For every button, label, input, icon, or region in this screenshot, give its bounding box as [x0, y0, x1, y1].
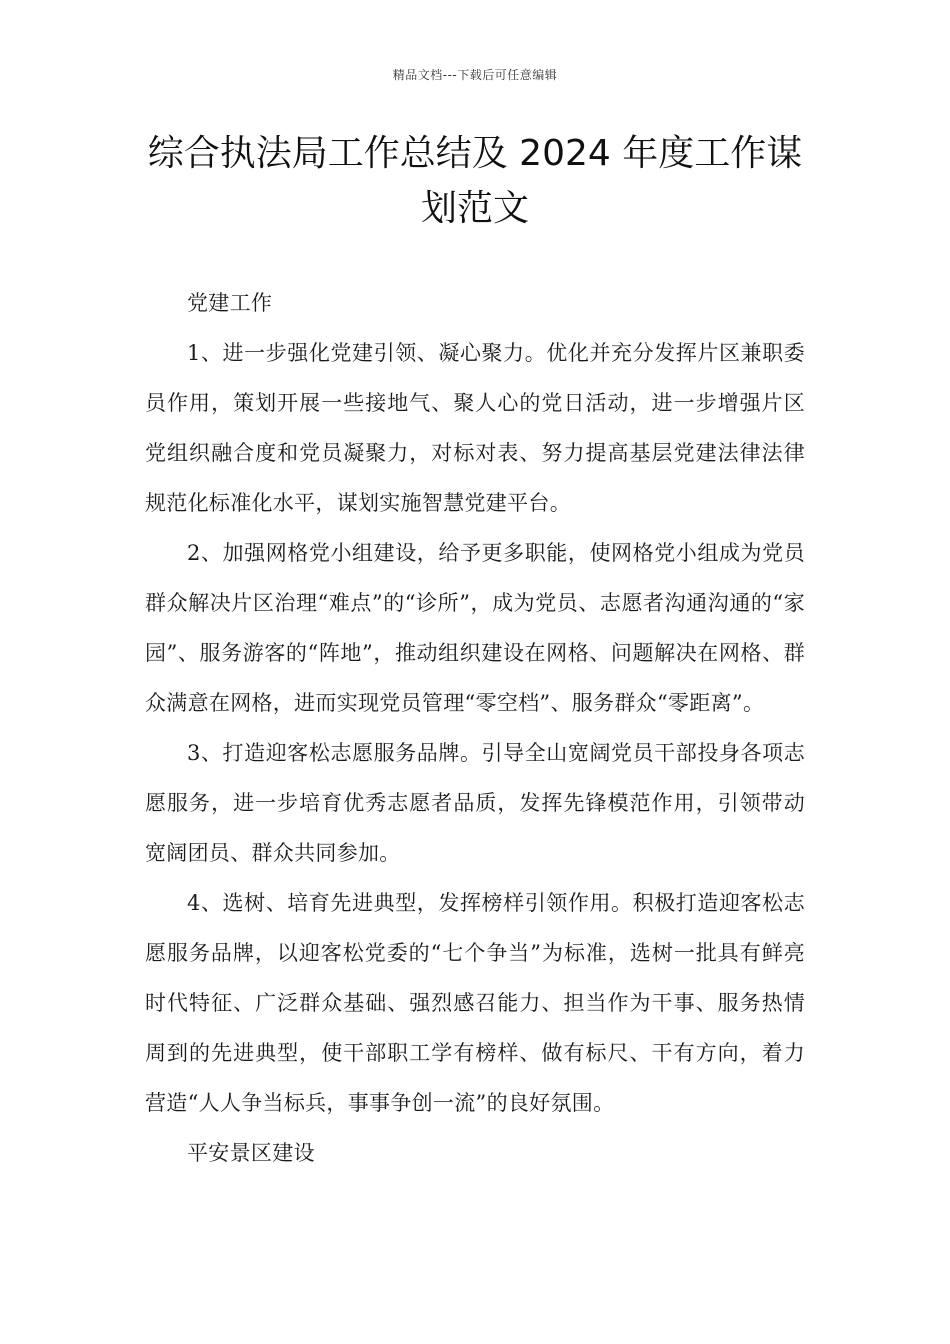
section-heading-safe-scenic-area: 平安景区建设	[187, 1141, 315, 1165]
document-title: 综合执法局工作总结及 2024 年度工作谋划范文	[147, 133, 803, 229]
header-note: 精品文档---下载后可任意编辑	[392, 68, 558, 82]
paragraph-4: 4、选树、培育先进典型，发挥榜样引领作用。积极打造迎客松志愿服务品牌，以迎客松党委的“七个争当”为标准，选树一批具有鲜亮时代特征、广泛群众基础、强烈感召能力、担当作为干事、服务热情周到的先进典型，使干部职工学有榜样、做有标尺、干有方向，着力营造“人人争当标兵，事事争创一流”的良好氛围。	[145, 891, 805, 1115]
section-heading-party-building: 党建工作	[187, 291, 273, 315]
paragraph-3: 3、打造迎客松志愿服务品牌。引导全山宽阔党员干部投身各项志愿服务，进一步培育优秀志愿者品质，发挥先锋模范作用，引领带动宽阔团员、群众共同参加。	[145, 741, 805, 865]
paragraph-1: 1、进一步强化党建引领、凝心聚力。优化并充分发挥片区兼职委员作用，策划开展一些接地气、聚人心的党日活动，进一步增强片区党组织融合度和党员凝聚力，对标对表、努力提高基层党建法律法律规范化标准化水平，谋划实施智慧党建平台。	[145, 341, 805, 515]
document-body	[145, 278, 805, 1178]
paragraph-2: 2、加强网格党小组建设，给予更多职能，使网格党小组成为党员群众解决片区治理“难点”的“诊所”，成为党员、志愿者沟通沟通的“家园”、服务游客的“阵地”，推动组织建设在网格、问题解决在网格、群众满意在网格，进而实现党员管理“零空档”、服务群众“零距离”。	[145, 541, 805, 715]
